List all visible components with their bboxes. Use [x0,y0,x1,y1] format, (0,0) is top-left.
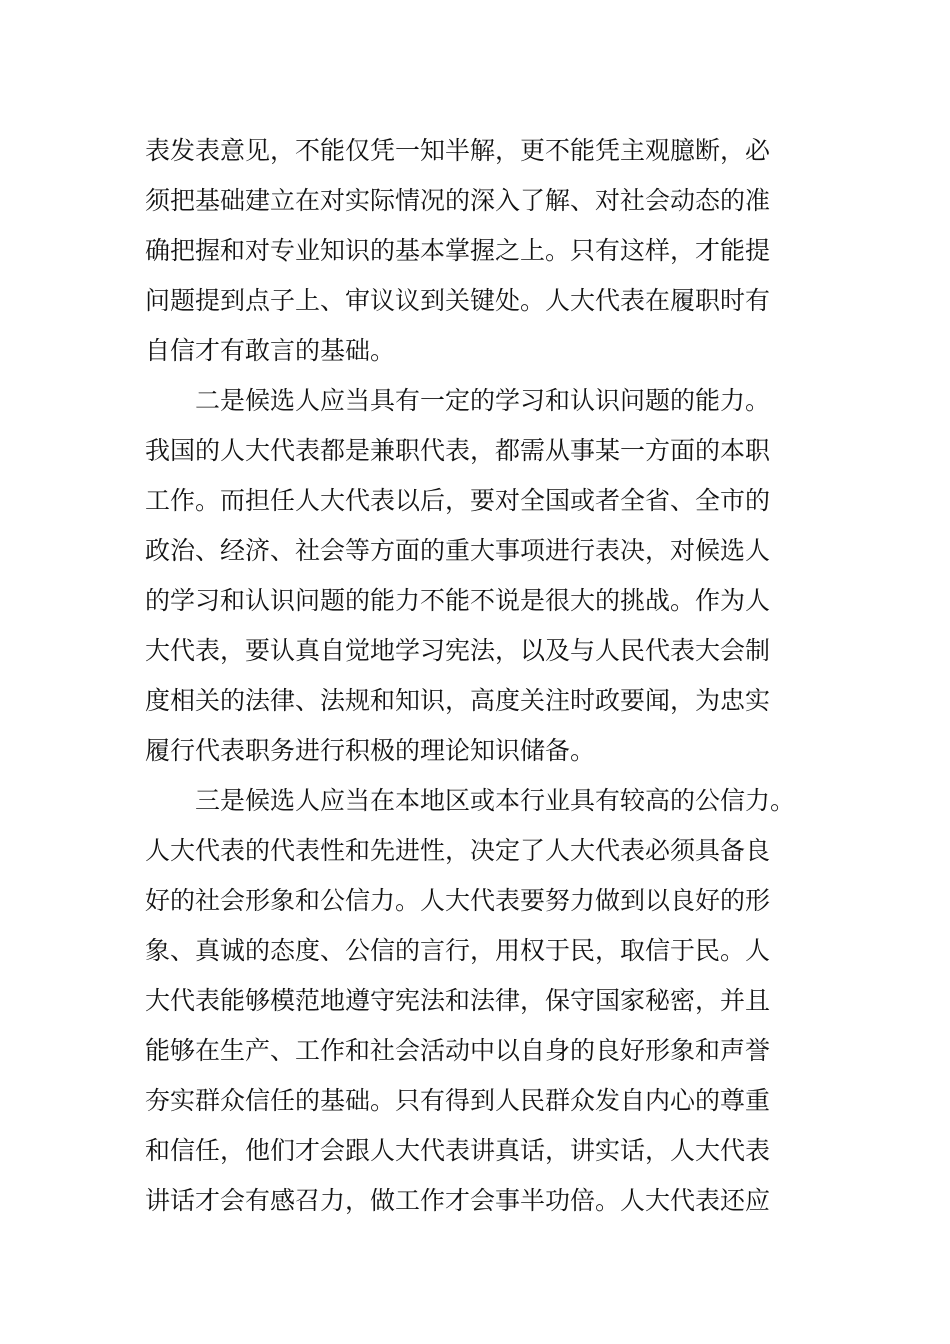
text-line: 大代表，要认真自觉地学习宪法，以及与人民代表大会制 [145,636,771,665]
text-line: 大代表能够模范地遵守宪法和法律，保守国家秘密，并且 [145,986,771,1015]
paragraph-start-line: 二是候选人应当具有一定的学习和认识问题的能力。 [195,386,771,415]
text-line: 度相关的法律、法规和知识，高度关注时政要闻，为忠实 [145,686,771,715]
text-line: 自信才有敢言的基础。 [145,336,396,365]
text-line: 好的社会形象和公信力。人大代表要努力做到以良好的形 [145,886,771,915]
text-line: 须把基础建立在对实际情况的深入了解、对社会动态的准 [145,186,771,215]
text-line: 和信任，他们才会跟人大代表讲真话，讲实话，人大代表 [145,1136,771,1165]
text-line: 表发表意见，不能仅凭一知半解，更不能凭主观臆断，必 [145,136,771,165]
text-line: 政治、经济、社会等方面的重大事项进行表决，对候选人 [145,536,771,565]
text-line: 问题提到点子上、审议议到关键处。人大代表在履职时有 [145,286,771,315]
text-line: 人大代表的代表性和先进性，决定了人大代表必须具备良 [145,836,771,865]
text-line: 讲话才会有感召力，做工作才会事半功倍。人大代表还应 [145,1186,771,1215]
text-line: 夯实群众信任的基础。只有得到人民群众发自内心的尊重 [145,1086,771,1115]
text-line: 能够在生产、工作和社会活动中以自身的良好形象和声誉 [145,1036,771,1065]
body-text [145,126,815,1226]
paragraph-start-line: 三是候选人应当在本地区或本行业具有较高的公信力。 [195,786,796,815]
text-line: 象、真诚的态度、公信的言行，用权于民，取信于民。人 [145,936,771,965]
text-line: 我国的人大代表都是兼职代表，都需从事某一方面的本职 [145,436,771,465]
text-line: 确把握和对专业知识的基本掌握之上。只有这样，才能提 [145,236,771,265]
text-line: 工作。而担任人大代表以后，要对全国或者全省、全市的 [145,486,771,515]
text-line: 的学习和认识问题的能力不能不说是很大的挑战。作为人 [145,586,771,615]
text-line: 履行代表职务进行积极的理论知识储备。 [145,736,596,765]
